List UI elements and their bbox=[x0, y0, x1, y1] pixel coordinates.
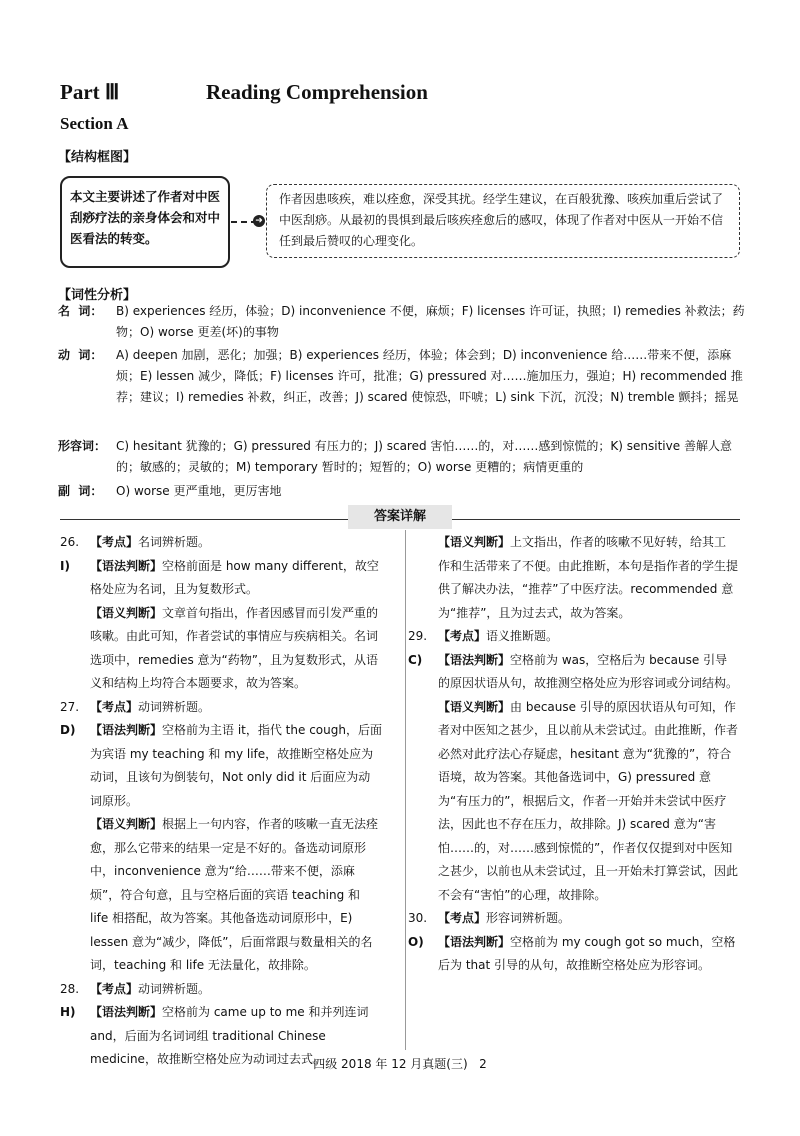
analysis-tag: 【语义判断】 bbox=[90, 817, 163, 831]
analysis-text: 空格前为 my cough got so much，空格后为 that 引导的从句，故推断空格处应为形容词。 bbox=[438, 934, 736, 972]
vocab-row-noun bbox=[58, 301, 746, 343]
structure-label: 【结构框图】 bbox=[58, 150, 137, 165]
explanation-paragraph bbox=[60, 602, 382, 696]
divider bbox=[60, 519, 348, 520]
analysis-tag: 【语法判断】 bbox=[438, 934, 511, 949]
analysis-text: 空格前面是 how many different，故空格处应为名词，且为复数形式。 bbox=[90, 558, 379, 596]
analysis-tag: 【考点】 bbox=[438, 629, 487, 643]
analysis-text: 空格前为 came up to me 和并列连词 and，后面为名词词组 traditional Chinese medicine，故推断空格处应为动词过去式。 bbox=[90, 1005, 369, 1066]
question-header bbox=[60, 978, 382, 1002]
analysis-tag: 【语法判断】 bbox=[90, 558, 163, 573]
explanation-paragraph bbox=[408, 696, 738, 908]
analysis-text: 由 because 引导的原因状语从句可知，作者对中医知之甚少，且以前从未尝试过。由此推断，作者必然对此疗法心存疑虑，hesitant 意为“犹豫的”，符合语境，故为答案。其他备选词中，G) pressured 意为“有压力的”，根据后文，作者一开始并未尝试中医疗法，因此也不存在压力，故排除。J) scared 意为“害怕……的，对……感到惊慌的”，作者仅仅提到对中医知之甚少，以前也从未尝试过，且一开始未打算尝试，因此不会有“害怕”的心理，故排除。 bbox=[438, 699, 739, 902]
answers-left-column bbox=[60, 531, 382, 1072]
explanation-paragraph bbox=[60, 813, 382, 978]
answers-right-column bbox=[408, 531, 738, 978]
vocab-row-adverb bbox=[58, 481, 746, 502]
explanation-paragraph bbox=[408, 649, 738, 696]
analysis-text: 空格前为主语 it，指代 the cough，后面为宾语 my teaching 和 my life，故推断空格处应为动词，且该句为倒装句，Not only did it 后面应为动词原形。 bbox=[90, 723, 382, 808]
footer-text: 四级 2018 年 12 月真题(三) bbox=[313, 1057, 468, 1071]
question-header bbox=[60, 696, 382, 720]
analysis-tag: 【语法判断】 bbox=[438, 652, 511, 667]
analysis-text: 动词辨析题。 bbox=[138, 699, 211, 714]
vocab-text: B) experiences 经历，体验；D) inconvenience 不便，麻烦；F) licenses 许可证，执照；I) remedies 补救法；药物；O) worse 更差(坏)的事物 bbox=[116, 304, 745, 339]
detail-box: 作者因患咳疾，难以痊愈，深受其扰。经学生建议，在百般犹豫、咳疾加重后尝试了中医刮痧。从最初的畏惧到最后咳疾痊愈后的感叹，体现了作者对中医从一开始不信任到最后赞叹的心理变化。 bbox=[266, 184, 740, 258]
vocab-label: 【词性分析】 bbox=[58, 288, 137, 303]
question-number: 26. bbox=[60, 535, 80, 549]
analysis-text: 语义推断题。 bbox=[486, 629, 559, 643]
vocab-text: O) worse 更严重地，更厉害地 bbox=[116, 484, 282, 498]
analysis-text: 上文指出，作者的咳嗽不见好转，给其工作和生活带来了不便。由此推断，本句是指作者的学生提供了解决办法，“推荐”了中医疗法。recommended 意为“推荐”，且为过去式，故为答案。 bbox=[438, 535, 739, 620]
page-number: 2 bbox=[479, 1057, 487, 1071]
analysis-text: 根据上一句内容，作者的咳嗽一直无法痊愈，那么它带来的结果一定是不好的。备选动词原形中，inconvenience 意为“给……带来不便，添麻烦”，符合句意，且与空格后面的宾语 teaching 和 life 相搭配，故为答案。其他备选动词原形中，E) lessen 意为“减少，降低”，后面常跟与数量相关的名词，teaching 和 life 无法量化，故排除。 bbox=[90, 817, 379, 972]
vocab-row-adjective bbox=[58, 436, 746, 478]
analysis-tag: 【语法判断】 bbox=[90, 723, 163, 737]
explanation-paragraph bbox=[408, 931, 738, 978]
analysis-text: 文章首句指出，作者因感冒而引发严重的咳嗽。由此可知，作者尝试的事情应与疾病相关。名词选项中，remedies 意为“药物”，且为复数形式，从语义和结构上均符合本题要求，故为答案。 bbox=[90, 605, 379, 690]
part-number: Part Ⅲ bbox=[60, 80, 120, 104]
pos-label: 动 词： bbox=[58, 348, 103, 362]
section-heading: Reading Comprehension bbox=[206, 80, 428, 104]
answer-letter: C) bbox=[408, 652, 423, 667]
section-label: Section A bbox=[60, 114, 129, 133]
analysis-tag: 【语法判断】 bbox=[90, 1005, 163, 1019]
question-number: 28. bbox=[60, 981, 80, 996]
pos-label: 名 词： bbox=[58, 304, 103, 318]
analysis-tag: 【语义判断】 bbox=[438, 699, 511, 714]
analysis-text: 空格前为 was，空格后为 because 引导的原因状语从句，故推测空格处应为形容词或分词结构。 bbox=[438, 652, 739, 690]
analysis-tag: 【考点】 bbox=[90, 699, 139, 714]
pos-label: 形容词： bbox=[58, 439, 107, 453]
answer-letter: O) bbox=[408, 934, 424, 949]
analysis-tag: 【语义判断】 bbox=[438, 535, 511, 549]
explanation-paragraph bbox=[408, 531, 738, 625]
vocab-text: A) deepen 加剧，恶化；加强；B) experiences 经历，体验；体会到；D) inconvenience 给……带来不便，添麻烦；E) lessen 减少，降低；F) licenses 许可，批准；G) pressured 对……施加压力，强迫；H) recommended 推荐；建议；I) remedies 补救，纠正，改善；J) scared 使惊恐，吓唬；L) sink 下沉，沉没；N) tremble 颤抖；摇晃 bbox=[116, 348, 743, 404]
answer-letter: I) bbox=[60, 558, 70, 573]
analysis-tag: 【考点】 bbox=[438, 911, 487, 925]
page-footer bbox=[0, 1055, 800, 1072]
question-header bbox=[408, 907, 738, 931]
analysis-tag: 【考点】 bbox=[90, 535, 139, 549]
analysis-text: 形容词辨析题。 bbox=[486, 911, 571, 925]
analysis-text: 名词辨析题。 bbox=[138, 535, 211, 549]
vocab-text: C) hesitant 犹豫的；G) pressured 有压力的；J) scared 害怕……的，对……感到惊慌的；K) sensitive 善解人意的；敏感的；灵敏的；M) temporary 暂时的；短暂的；O) worse 更糟的；病情更重的 bbox=[116, 439, 732, 474]
explanation-paragraph bbox=[60, 719, 382, 813]
pos-label: 副 词： bbox=[58, 484, 103, 498]
question-header bbox=[408, 625, 738, 649]
analysis-text: 动词辨析题。 bbox=[138, 981, 211, 996]
explanation-paragraph bbox=[60, 555, 382, 602]
question-number: 29. bbox=[408, 629, 428, 643]
question-header bbox=[60, 531, 382, 555]
question-number: 30. bbox=[408, 911, 428, 925]
arrow-icon: ➜ bbox=[253, 215, 265, 227]
analysis-tag: 【考点】 bbox=[90, 981, 139, 996]
answer-letter: D) bbox=[60, 723, 76, 737]
vocab-row-verb bbox=[58, 345, 746, 408]
divider bbox=[452, 519, 740, 520]
question-number: 27. bbox=[60, 699, 80, 714]
analysis-tag: 【语义判断】 bbox=[90, 605, 163, 620]
answers-title: 答案详解 bbox=[348, 505, 452, 529]
answer-letter: H) bbox=[60, 1005, 76, 1019]
summary-box: 本文主要讲述了作者对中医刮痧疗法的亲身体会和对中医看法的转变。 bbox=[60, 176, 230, 268]
column-divider bbox=[405, 530, 406, 1050]
